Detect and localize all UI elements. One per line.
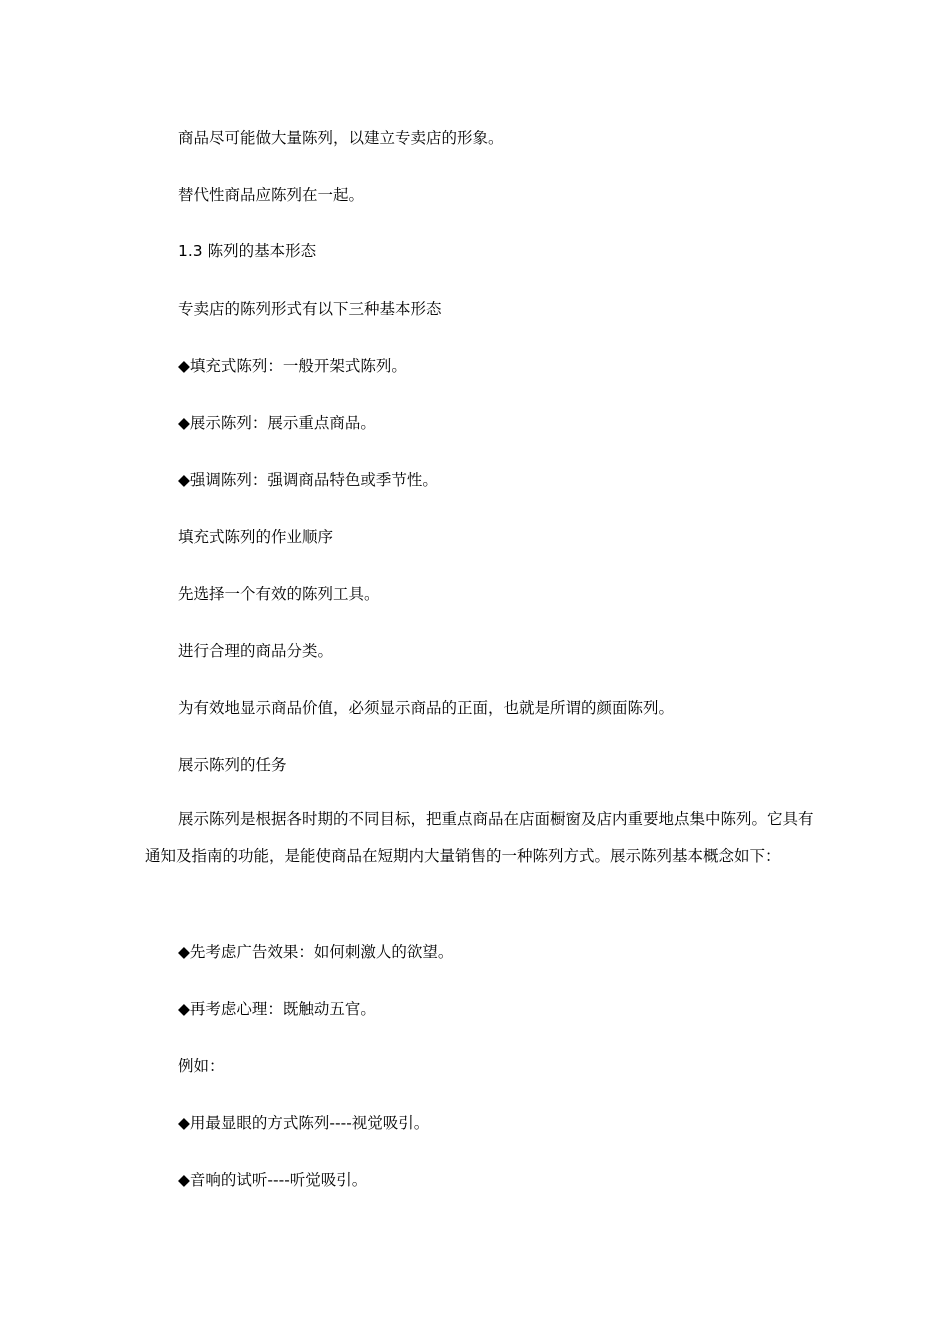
section-heading-1-3: 1.3 陈列的基本形态 (178, 242, 317, 260)
paragraph-2: 替代性商品应陈列在一起。 (178, 186, 365, 204)
subheading-show-task: 展示陈列的任务 (178, 756, 287, 774)
bullet-psychology: ◆再考虑心理：既触动五官。 (178, 1000, 376, 1018)
paragraph-6: 为有效地显示商品价值，必须显示商品的正面，也就是所谓的颜面陈列。 (178, 699, 675, 717)
bullet-ad-effect: ◆先考虑广告效果：如何刺激人的欲望。 (178, 943, 454, 961)
bullet-emphasis-display: ◆强调陈列：强调商品特色或季节性。 (178, 471, 438, 489)
paragraph-7: 展示陈列是根据各时期的不同目标，把重点商品在店面橱窗及店内重要地点集中陈列。它具有通知及指南的功能，是能使商品在短期内大量销售的一种陈列方式。展示陈列基本概念如下： (145, 810, 814, 865)
paragraph-5: 进行合理的商品分类。 (178, 642, 334, 660)
paragraph-1: 商品尽可能做大量陈列，以建立专卖店的形象。 (178, 129, 504, 147)
subheading-fill-order: 填充式陈列的作业顺序 (178, 528, 334, 546)
example-label: 例如： (178, 1057, 225, 1075)
bullet-show-display: ◆展示陈列：展示重点商品。 (178, 414, 376, 432)
bullet-visual: ◆用最显眼的方式陈列----视觉吸引。 (178, 1114, 430, 1132)
bullet-fill-display: ◆填充式陈列：一般开架式陈列。 (178, 357, 407, 375)
bullet-audio: ◆音响的试听----听觉吸引。 (178, 1171, 368, 1189)
paragraph-4: 先选择一个有效的陈列工具。 (178, 585, 380, 603)
paragraph-3: 专卖店的陈列形式有以下三种基本形态 (178, 300, 442, 318)
